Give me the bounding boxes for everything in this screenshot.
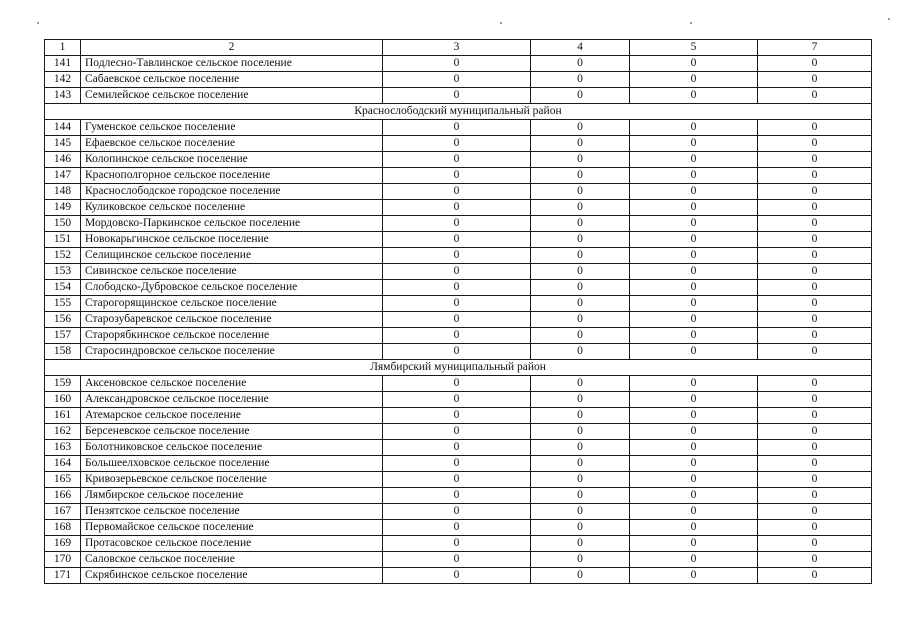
value-col-7: 0 xyxy=(758,488,872,504)
value-col-5: 0 xyxy=(630,568,758,584)
value-col-7: 0 xyxy=(758,472,872,488)
table-row xyxy=(45,312,872,328)
settlement-name: Аксеновское сельское поселение xyxy=(81,376,383,392)
value-col-5: 0 xyxy=(630,312,758,328)
table-row xyxy=(45,264,872,280)
value-col-7: 0 xyxy=(758,152,872,168)
value-col-3: 0 xyxy=(383,520,531,536)
value-col-7: 0 xyxy=(758,456,872,472)
row-number: 152 xyxy=(45,248,81,264)
value-col-3: 0 xyxy=(383,264,531,280)
row-number: 168 xyxy=(45,520,81,536)
value-col-4: 0 xyxy=(531,152,630,168)
row-number: 165 xyxy=(45,472,81,488)
value-col-7: 0 xyxy=(758,408,872,424)
row-number: 156 xyxy=(45,312,81,328)
row-number: 162 xyxy=(45,424,81,440)
value-col-5: 0 xyxy=(630,344,758,360)
settlement-name: Куликовское сельское поселение xyxy=(81,200,383,216)
value-col-3: 0 xyxy=(383,552,531,568)
scan-speck xyxy=(500,22,502,24)
settlement-name: Саловское сельское поселение xyxy=(81,552,383,568)
value-col-7: 0 xyxy=(758,552,872,568)
value-col-3: 0 xyxy=(383,168,531,184)
row-number: 144 xyxy=(45,120,81,136)
table-row xyxy=(45,472,872,488)
value-col-3: 0 xyxy=(383,184,531,200)
value-col-3: 0 xyxy=(383,440,531,456)
settlement-name: Пензятское сельское поселение xyxy=(81,504,383,520)
settlement-name: Старозубаревское сельское поселение xyxy=(81,312,383,328)
value-col-3: 0 xyxy=(383,504,531,520)
table-row xyxy=(45,520,872,536)
settlement-name: Сивинское сельское поселение xyxy=(81,264,383,280)
value-col-7: 0 xyxy=(758,392,872,408)
value-col-5: 0 xyxy=(630,392,758,408)
row-number: 147 xyxy=(45,168,81,184)
scan-speck xyxy=(37,22,39,24)
value-col-5: 0 xyxy=(630,136,758,152)
table-row xyxy=(45,136,872,152)
row-number: 146 xyxy=(45,152,81,168)
value-col-7: 0 xyxy=(758,184,872,200)
value-col-7: 0 xyxy=(758,280,872,296)
value-col-4: 0 xyxy=(531,520,630,536)
table-row xyxy=(45,248,872,264)
value-col-4: 0 xyxy=(531,392,630,408)
value-col-3: 0 xyxy=(383,200,531,216)
row-number: 142 xyxy=(45,72,81,88)
value-col-5: 0 xyxy=(630,72,758,88)
scan-speck xyxy=(888,18,890,20)
value-col-4: 0 xyxy=(531,264,630,280)
value-col-3: 0 xyxy=(383,328,531,344)
table-row xyxy=(45,568,872,584)
settlement-name: Колопинское сельское поселение xyxy=(81,152,383,168)
value-col-5: 0 xyxy=(630,200,758,216)
settlement-name: Александровское сельское поселение xyxy=(81,392,383,408)
row-number: 161 xyxy=(45,408,81,424)
value-col-4: 0 xyxy=(531,296,630,312)
value-col-5: 0 xyxy=(630,424,758,440)
value-col-5: 0 xyxy=(630,232,758,248)
table-row xyxy=(45,280,872,296)
header-col-7: 7 xyxy=(758,40,872,56)
row-number: 149 xyxy=(45,200,81,216)
value-col-4: 0 xyxy=(531,376,630,392)
settlement-name: Протасовское сельское поселение xyxy=(81,536,383,552)
row-number: 158 xyxy=(45,344,81,360)
row-number: 154 xyxy=(45,280,81,296)
value-col-3: 0 xyxy=(383,568,531,584)
value-col-5: 0 xyxy=(630,248,758,264)
table-row xyxy=(45,552,872,568)
value-col-3: 0 xyxy=(383,344,531,360)
row-number: 159 xyxy=(45,376,81,392)
table-row xyxy=(45,120,872,136)
row-number: 171 xyxy=(45,568,81,584)
table-row xyxy=(45,456,872,472)
value-col-3: 0 xyxy=(383,408,531,424)
value-col-7: 0 xyxy=(758,88,872,104)
value-col-4: 0 xyxy=(531,280,630,296)
value-col-5: 0 xyxy=(630,184,758,200)
header-col-2: 2 xyxy=(81,40,383,56)
value-col-3: 0 xyxy=(383,248,531,264)
value-col-4: 0 xyxy=(531,168,630,184)
settlement-name: Старорябкинское сельское поселение xyxy=(81,328,383,344)
value-col-5: 0 xyxy=(630,152,758,168)
value-col-7: 0 xyxy=(758,248,872,264)
value-col-7: 0 xyxy=(758,296,872,312)
value-col-5: 0 xyxy=(630,376,758,392)
table-row xyxy=(45,328,872,344)
value-col-3: 0 xyxy=(383,152,531,168)
settlements-table xyxy=(44,39,872,584)
value-col-3: 0 xyxy=(383,72,531,88)
value-col-5: 0 xyxy=(630,56,758,72)
value-col-4: 0 xyxy=(531,424,630,440)
row-number: 150 xyxy=(45,216,81,232)
value-col-3: 0 xyxy=(383,120,531,136)
settlement-name: Атемарское сельское поселение xyxy=(81,408,383,424)
value-col-5: 0 xyxy=(630,216,758,232)
value-col-5: 0 xyxy=(630,472,758,488)
settlement-name: Краснополгорное сельское поселение xyxy=(81,168,383,184)
value-col-7: 0 xyxy=(758,168,872,184)
section-row xyxy=(45,104,872,120)
value-col-7: 0 xyxy=(758,200,872,216)
table-row xyxy=(45,408,872,424)
value-col-5: 0 xyxy=(630,88,758,104)
value-col-5: 0 xyxy=(630,168,758,184)
row-number: 166 xyxy=(45,488,81,504)
value-col-5: 0 xyxy=(630,520,758,536)
table-row xyxy=(45,216,872,232)
table-row xyxy=(45,488,872,504)
value-col-7: 0 xyxy=(758,216,872,232)
value-col-4: 0 xyxy=(531,536,630,552)
value-col-3: 0 xyxy=(383,456,531,472)
value-col-7: 0 xyxy=(758,232,872,248)
value-col-5: 0 xyxy=(630,328,758,344)
row-number: 155 xyxy=(45,296,81,312)
settlement-name: Краснослободское городское поселение xyxy=(81,184,383,200)
settlement-name: Сабаевское сельское поселение xyxy=(81,72,383,88)
value-col-7: 0 xyxy=(758,568,872,584)
table-row xyxy=(45,376,872,392)
value-col-3: 0 xyxy=(383,296,531,312)
table-row xyxy=(45,504,872,520)
value-col-4: 0 xyxy=(531,488,630,504)
value-col-5: 0 xyxy=(630,120,758,136)
table-row xyxy=(45,56,872,72)
value-col-5: 0 xyxy=(630,504,758,520)
row-number: 153 xyxy=(45,264,81,280)
row-number: 169 xyxy=(45,536,81,552)
table-row xyxy=(45,440,872,456)
table-row xyxy=(45,88,872,104)
value-col-3: 0 xyxy=(383,424,531,440)
value-col-3: 0 xyxy=(383,280,531,296)
section-row xyxy=(45,360,872,376)
row-number: 143 xyxy=(45,88,81,104)
row-number: 151 xyxy=(45,232,81,248)
value-col-4: 0 xyxy=(531,56,630,72)
value-col-3: 0 xyxy=(383,488,531,504)
value-col-3: 0 xyxy=(383,392,531,408)
value-col-3: 0 xyxy=(383,312,531,328)
row-number: 164 xyxy=(45,456,81,472)
value-col-3: 0 xyxy=(383,88,531,104)
value-col-7: 0 xyxy=(758,312,872,328)
value-col-4: 0 xyxy=(531,312,630,328)
table-row xyxy=(45,200,872,216)
settlement-name: Старосиндровское сельское поселение xyxy=(81,344,383,360)
settlement-name: Ефаевское сельское поселение xyxy=(81,136,383,152)
settlement-name: Подлесно-Тавлинское сельское поселение xyxy=(81,56,383,72)
value-col-7: 0 xyxy=(758,424,872,440)
value-col-7: 0 xyxy=(758,504,872,520)
value-col-5: 0 xyxy=(630,536,758,552)
row-number: 160 xyxy=(45,392,81,408)
value-col-7: 0 xyxy=(758,520,872,536)
row-number: 170 xyxy=(45,552,81,568)
table-row xyxy=(45,152,872,168)
value-col-4: 0 xyxy=(531,216,630,232)
value-col-5: 0 xyxy=(630,440,758,456)
value-col-4: 0 xyxy=(531,408,630,424)
row-number: 141 xyxy=(45,56,81,72)
value-col-7: 0 xyxy=(758,264,872,280)
settlement-name: Берсеневское сельское поселение xyxy=(81,424,383,440)
section-title: Лямбирский муниципальный район xyxy=(45,360,872,376)
settlement-name: Болотниковское сельское поселение xyxy=(81,440,383,456)
row-number: 167 xyxy=(45,504,81,520)
table-row xyxy=(45,536,872,552)
value-col-7: 0 xyxy=(758,328,872,344)
settlement-name: Большеелховское сельское поселение xyxy=(81,456,383,472)
value-col-4: 0 xyxy=(531,440,630,456)
settlement-name: Скрябинское сельское поселение xyxy=(81,568,383,584)
table-row xyxy=(45,392,872,408)
value-col-3: 0 xyxy=(383,56,531,72)
value-col-3: 0 xyxy=(383,136,531,152)
value-col-4: 0 xyxy=(531,184,630,200)
value-col-4: 0 xyxy=(531,472,630,488)
table-row xyxy=(45,232,872,248)
table-row xyxy=(45,344,872,360)
value-col-3: 0 xyxy=(383,216,531,232)
settlement-name: Селищинское сельское поселение xyxy=(81,248,383,264)
value-col-7: 0 xyxy=(758,72,872,88)
table-row xyxy=(45,168,872,184)
value-col-3: 0 xyxy=(383,472,531,488)
value-col-3: 0 xyxy=(383,232,531,248)
value-col-5: 0 xyxy=(630,408,758,424)
value-col-4: 0 xyxy=(531,136,630,152)
settlement-name: Первомайское сельское поселение xyxy=(81,520,383,536)
table-row xyxy=(45,72,872,88)
settlement-name: Семилейское сельское поселение xyxy=(81,88,383,104)
value-col-5: 0 xyxy=(630,264,758,280)
settlement-name: Лямбирское сельское поселение xyxy=(81,488,383,504)
settlement-name: Слободско-Дубровское сельское поселение xyxy=(81,280,383,296)
settlement-name: Мордовско-Паркинское сельское поселение xyxy=(81,216,383,232)
header-col-4: 4 xyxy=(531,40,630,56)
value-col-7: 0 xyxy=(758,136,872,152)
value-col-4: 0 xyxy=(531,88,630,104)
value-col-5: 0 xyxy=(630,296,758,312)
value-col-7: 0 xyxy=(758,120,872,136)
value-col-7: 0 xyxy=(758,344,872,360)
header-col-1: 1 xyxy=(45,40,81,56)
value-col-4: 0 xyxy=(531,232,630,248)
settlement-name: Новокарьгинское сельское поселение xyxy=(81,232,383,248)
value-col-7: 0 xyxy=(758,440,872,456)
value-col-4: 0 xyxy=(531,568,630,584)
value-col-4: 0 xyxy=(531,248,630,264)
value-col-4: 0 xyxy=(531,120,630,136)
value-col-3: 0 xyxy=(383,536,531,552)
header-col-5: 5 xyxy=(630,40,758,56)
settlement-name: Гуменское сельское поселение xyxy=(81,120,383,136)
section-title: Краснослободский муниципальный район xyxy=(45,104,872,120)
row-number: 163 xyxy=(45,440,81,456)
value-col-7: 0 xyxy=(758,56,872,72)
row-number: 157 xyxy=(45,328,81,344)
value-col-5: 0 xyxy=(630,456,758,472)
value-col-4: 0 xyxy=(531,328,630,344)
scan-speck xyxy=(690,22,692,24)
value-col-7: 0 xyxy=(758,376,872,392)
value-col-3: 0 xyxy=(383,376,531,392)
row-number: 148 xyxy=(45,184,81,200)
value-col-4: 0 xyxy=(531,552,630,568)
settlement-name: Старогорящинское сельское поселение xyxy=(81,296,383,312)
table-row xyxy=(45,424,872,440)
table-header-row xyxy=(45,40,872,56)
value-col-4: 0 xyxy=(531,72,630,88)
settlement-name: Кривозерьевское сельское поселение xyxy=(81,472,383,488)
value-col-4: 0 xyxy=(531,200,630,216)
value-col-5: 0 xyxy=(630,280,758,296)
value-col-4: 0 xyxy=(531,456,630,472)
table-row xyxy=(45,296,872,312)
value-col-5: 0 xyxy=(630,488,758,504)
header-col-3: 3 xyxy=(383,40,531,56)
table-row xyxy=(45,184,872,200)
row-number: 145 xyxy=(45,136,81,152)
value-col-4: 0 xyxy=(531,344,630,360)
value-col-4: 0 xyxy=(531,504,630,520)
value-col-7: 0 xyxy=(758,536,872,552)
table-body xyxy=(45,56,872,584)
value-col-5: 0 xyxy=(630,552,758,568)
